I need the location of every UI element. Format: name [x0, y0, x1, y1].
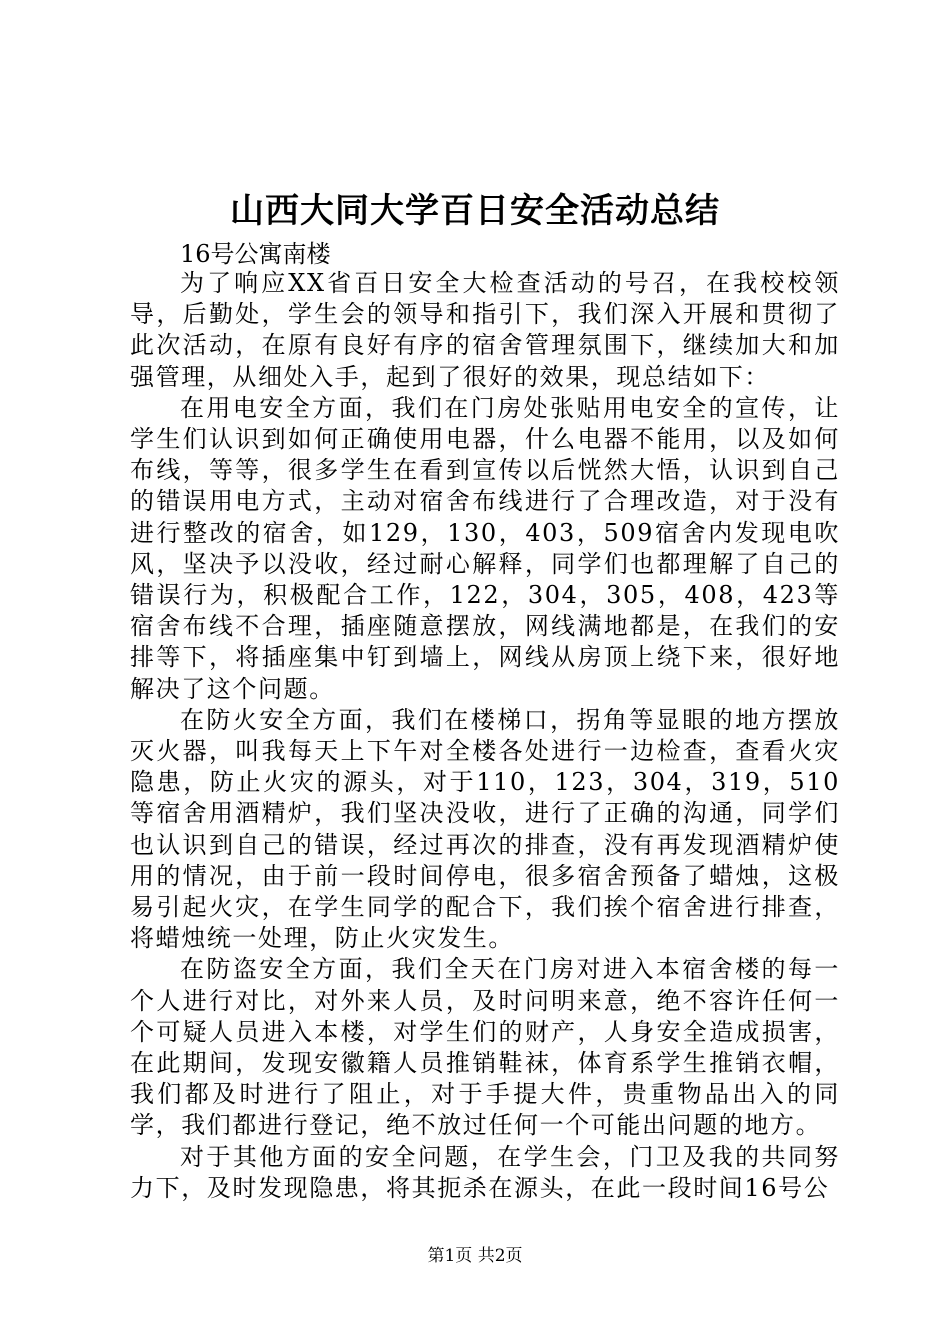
document-body: [130, 268, 840, 1204]
paragraph-theft-prevention: 在防盗安全方面，我们全天在门房对进入本宿舍楼的每一个人进行对比，对外来人员，及时问明来意，绝不容许任何一个可疑人员进入本楼，对学生们的财产，人身安全造成损害，在此期间，发现安徽籍人员推销鞋袜，体育系学生推销衣帽，我们都及时进行了阻止，对于手提大件，贵重物品出入的同学，我们都进行登记，绝不放过任何一个可能出问题的地方。: [130, 955, 840, 1140]
document-title: 山西大同大学百日安全活动总结: [230, 191, 720, 231]
paragraph-other-safety: 对于其他方面的安全问题，在学生会，门卫及我的共同努力下，及时发现隐患，将其扼杀在源头，在此一段时间16号公: [130, 1142, 840, 1202]
page-footer: 第1页 共2页: [427, 1246, 523, 1266]
paragraph-intro: 为了响应XX省百日安全大检查活动的号召，在我校校领导，后勤处，学生会的领导和指引下，我们深入开展和贯彻了此次活动，在原有良好有序的宿舍管理氛围下，继续加大和加强管理，从细处入手，起到了很好的效果，现总结如下：: [130, 269, 840, 391]
document-subtitle: 16号公寓南楼: [180, 240, 331, 268]
paragraph-electrical-safety: 在用电安全方面，我们在门房处张贴用电安全的宣传，让学生们认识到如何正确使用电器，什么电器不能用，以及如何布线，等等，很多学生在看到宣传以后恍然大悟，认识到自己的错误用电方式，主动对宿舍布线进行了合理改造，对于没有进行整改的宿舍，如129，130，403，509宿舍内发现电吹风，坚决予以没收，经过耐心解释，同学们也都理解了自己的错误行为，积极配合工作，122，304，305，408，423等宿舍布线不合理，插座随意摆放，网线满地都是，在我们的安排等下，将插座集中钉到墙上，网线从房顶上绕下来，很好地解决了这个问题。: [130, 393, 840, 703]
paragraph-fire-safety: 在防火安全方面，我们在楼梯口，拐角等显眼的地方摆放灭火器，叫我每天上下午对全楼各处进行一边检查，查看火灾隐患，防止火灾的源头，对于110，123，304，319，510等宿舍用酒精炉，我们坚决没收，进行了正确的沟通，同学们也认识到自己的错误，经过再次的排查，没有再发现酒精炉使用的情况，由于前一段时间停电，很多宿舍预备了蜡烛，这极易引起火灾，在学生同学的配合下，我们挨个宿舍进行排查，将蜡烛统一处理，防止火灾发生。: [130, 705, 840, 953]
